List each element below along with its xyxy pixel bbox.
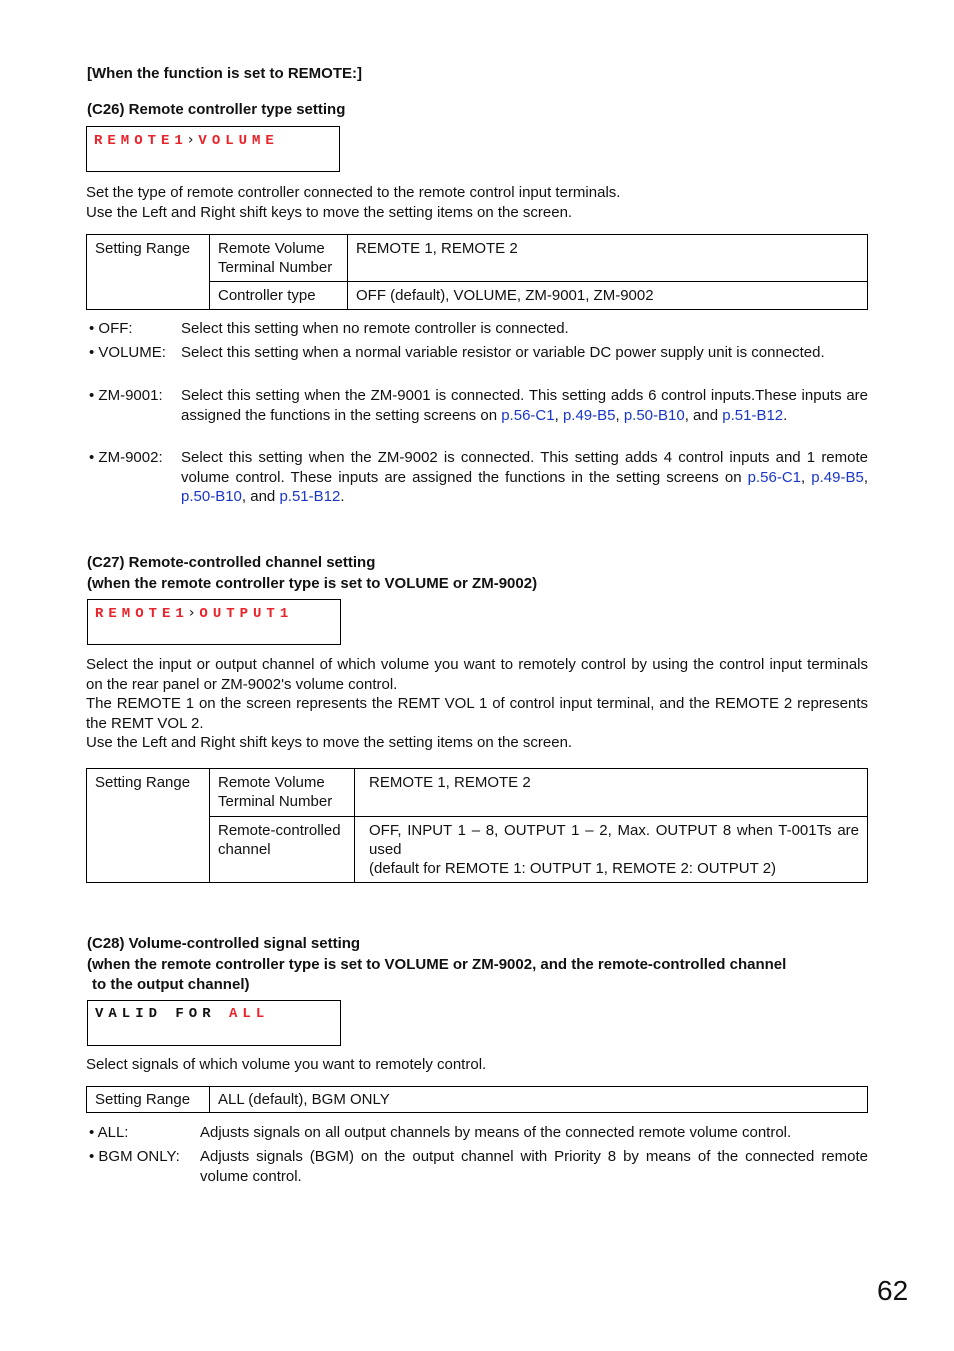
c28-lcd-display	[87, 1000, 341, 1046]
bullet-all	[89, 1123, 868, 1143]
setting-range-label: Setting Range	[87, 769, 210, 883]
link-p49-b5[interactable]: p.49-B5	[811, 468, 864, 486]
lcd-remote-label: REMOTE1	[94, 133, 188, 149]
remote-controlled-channel-value	[355, 817, 868, 883]
link-p56-c1[interactable]: p.56-C1	[501, 406, 555, 424]
bullet-zm9002	[89, 448, 868, 508]
remote-volume-terminal-value: REMOTE 1, REMOTE 2	[348, 235, 868, 282]
c26-lcd-display	[86, 126, 340, 172]
setting-range-value: ALL (default), BGM ONLY	[210, 1087, 868, 1113]
bullet-desc: Adjusts signals (BGM) on the output channel with Priority 8 by means of the connected remote volume control.	[200, 1148, 868, 1185]
bullet-desc: Select this setting when a normal variable resistor or variable DC power supply unit is connected.	[181, 344, 825, 361]
section-title: [When the function is set to REMOTE:]	[87, 65, 362, 82]
lcd-arrow-icon: ›	[188, 605, 200, 621]
link-p50-b10[interactable]: p.50-B10	[623, 406, 685, 424]
c26-heading: (C26) Remote controller type setting	[87, 101, 346, 118]
bullet-desc: Adjusts signals on all output channels by means of the connected remote volume control.	[200, 1124, 792, 1141]
c27-setting-table	[86, 768, 868, 883]
c27-description	[86, 655, 868, 753]
lcd-value: ALL	[229, 1006, 270, 1022]
bullet-term: • ALL:	[89, 1124, 129, 1141]
c27-subheading: (when the remote controller type is set to VOLUME or ZM-9002)	[87, 575, 538, 592]
bullet-term: • ZM-9001:	[89, 387, 163, 404]
c26-description	[86, 183, 876, 222]
link-p50-b10[interactable]: p.50-B10	[181, 488, 242, 505]
c26-desc-line1: Set the type of remote controller connected to the remote control input terminals.	[86, 184, 621, 201]
lcd-value: VOLUME	[198, 133, 279, 149]
remote-volume-terminal-value: REMOTE 1, REMOTE 2	[355, 769, 868, 817]
bullet-term: • BGM ONLY:	[89, 1148, 180, 1165]
setting-range-label: Setting Range	[87, 235, 210, 310]
setting-range-label: Setting Range	[87, 1087, 210, 1113]
c27-heading: (C27) Remote-controlled channel setting	[87, 554, 376, 571]
bullet-term: • ZM-9002:	[89, 449, 163, 466]
link-p51-b12[interactable]: p.51-B12	[722, 406, 784, 424]
page-number: 62	[877, 1275, 909, 1306]
c28-subheading-line1: (when the remote controller type is set to VOLUME or ZM-9002, and the remote-controlled channel	[87, 956, 787, 973]
lcd-remote-label: REMOTE1	[95, 606, 189, 622]
bullet-desc: Select this setting when the ZM-9002 is connected. This setting adds 4 control inputs and 1 remote volume control. These inputs are assigned the functions in the setting screens on p.56-C1, p.49-B5, p.50-B10, and p.51-B12.	[181, 449, 869, 505]
bullet-bgm-only	[89, 1147, 868, 1187]
lcd-arrow-icon: ›	[187, 132, 199, 148]
bullet-term: • OFF:	[89, 320, 133, 337]
lcd-value: OUTPUT1	[199, 606, 294, 622]
link-p56-c1[interactable]: p.56-C1	[747, 468, 802, 486]
c27-desc-para3: Use the Left and Right shift keys to move the setting items on the screen.	[86, 734, 573, 751]
c28-description: Select signals of which volume you want to remotely control.	[86, 1056, 487, 1073]
bullet-desc: Select this setting when no remote controller is connected.	[181, 320, 569, 337]
c26-setting-table	[86, 234, 868, 310]
bullet-volume	[89, 343, 868, 383]
c28-subheading-line2: to the output channel)	[92, 976, 250, 993]
c26-desc-line2: Use the Left and Right shift keys to move the setting items on the screen.	[86, 203, 573, 221]
bullet-term: • VOLUME:	[89, 344, 166, 361]
channel-range-text: OFF, INPUT 1 – 8, OUTPUT 1 – 2, Max. OUTPUT 8 when T-001Ts are used	[369, 822, 859, 858]
c27-desc-para1: Select the input or output channel of which volume you want to remotely control by using the control input terminals on the rear panel or ZM-9002's volume control.	[86, 656, 868, 693]
c28-setting-table	[86, 1086, 868, 1113]
remote-controlled-channel-label: Remote-controlled channel	[210, 817, 355, 883]
controller-type-label: Controller type	[210, 282, 348, 310]
c28-heading: (C28) Volume-controlled signal setting	[87, 935, 361, 952]
channel-default-text: (default for REMOTE 1: OUTPUT 1, REMOTE 2: OUTPUT 2)	[369, 860, 777, 877]
bullet-off	[89, 319, 868, 339]
controller-type-value: OFF (default), VOLUME, ZM-9001, ZM-9002	[348, 282, 868, 310]
link-p51-b12[interactable]: p.51-B12	[279, 488, 341, 505]
link-p49-b5[interactable]: p.49-B5	[562, 406, 616, 424]
c27-desc-para2: The REMOTE 1 on the screen represents the REMT VOL 1 of control input terminal, and the REMOTE 2 represents the REMT VOL 2.	[86, 695, 868, 732]
c27-lcd-display	[87, 599, 341, 645]
remote-volume-terminal-label: Remote Volume Terminal Number	[210, 235, 348, 282]
remote-volume-terminal-label: Remote Volume Terminal Number	[210, 769, 355, 817]
bullet-zm9001	[89, 386, 868, 446]
bullet-desc: Select this setting when the ZM-9001 is connected. This setting adds 6 control inputs.These inputs are assigned the functions in the setting screens on p.56-C1, p.49-B5, p.50-B10, and p.51-B12.	[181, 387, 868, 424]
lcd-valid-for-label: VALID FOR	[95, 1006, 216, 1022]
